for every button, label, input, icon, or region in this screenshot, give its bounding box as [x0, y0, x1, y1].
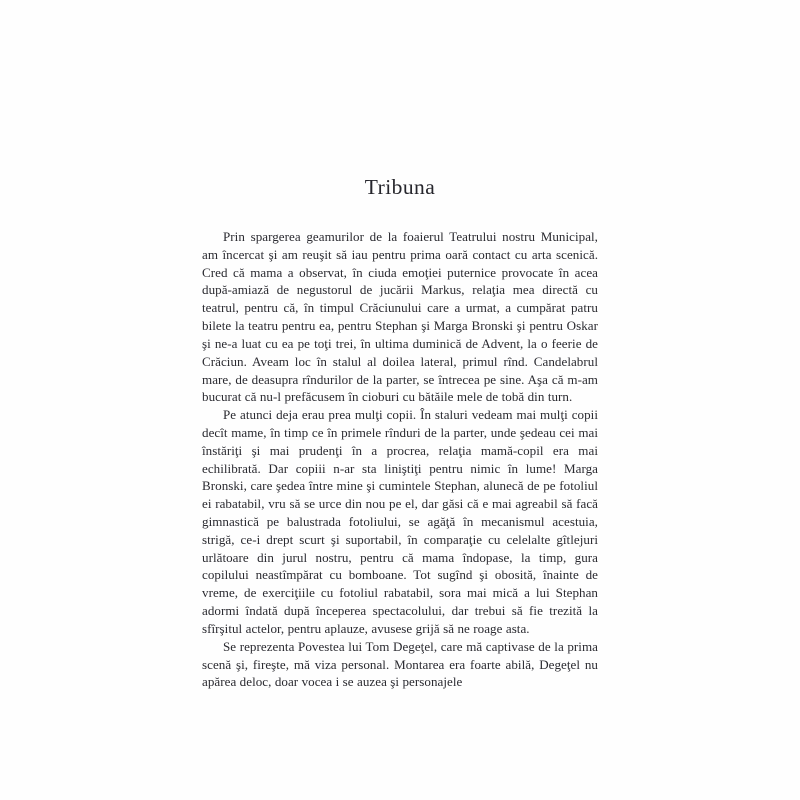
page-title: Tribuna: [364, 175, 436, 200]
body-text-block: [202, 228, 598, 691]
paragraph: Prin spargerea geamurilor de la foaierul Teatrului nostru Municipal, am încercat şi am reuşit să iau pentru prima oară contact cu arta scenică. Cred că mama a observat, în ciuda emoţiei puternice provocate în acea după-amiază de negustorul de jucării Markus, relaţia mea directă cu teatrul, pentru că, în timpul Crăciunului care a urmat, a cumpărat patru bilete la teatru pentru ea, pentru Stephan şi Marga Bronski şi pentru Oskar şi ne-a luat cu ea pe toţi trei, în ultima duminică de Advent, la o feerie de Crăciun. Aveam loc în stalul al doilea lateral, primul rînd. Candelabrul mare, de deasupra rîndurilor de la parter, se întrecea pe sine. Aşa că m-am bucurat că nu-l prefăcusem în cioburi cu bătăile mele de tobă din turn.: [202, 229, 598, 405]
paragraph: Se reprezenta Povestea lui Tom Degeţel, care mă captivase de la prima scenă şi, fireşte, mă viza personal. Montarea era foarte abilă, Degeţel nu apărea deloc, doar vocea i se auzea şi personajele: [202, 638, 598, 690]
paragraph: Pe atunci deja erau prea mulţi copii. În staluri vedeam mai mulţi copii decît mame, în timp ce în primele rînduri de la parter, unde şedeau cei mai înstăriţi şi mai prudenţi în a procrea, relaţia mamă-copil era mai echilibrată. Dar copiii n-ar sta liniştiţi pentru nimic în lume! Marga Bronski, care şedea între mine şi cumintele Stephan, alunecă de pe fotoliul ei rabatabil, vru să se urce din nou pe el, dar găsi că e mai agreabil să facă gimnastică pe balustrada fotoliului, se agăţă în mecanismul acestuia, strigă, ce-i drept scurt şi suportabil, în comparaţie cu celelalte gîtlejuri urlătoare din jurul nostru, pentru că mama îndopase, la timp, gura copilului neastîmpărat cu bomboane. Tot sugînd şi obosită, înainte de vreme, de exerciţiile cu fotoliul rabatabil, sora mai mică a lui Stephan adormi îndată după începerea spectacolului, dar trebui să fie trezită la sfîrşitul actelor, pentru aplauze, avusese grijă să ne roage asta.: [202, 407, 598, 636]
